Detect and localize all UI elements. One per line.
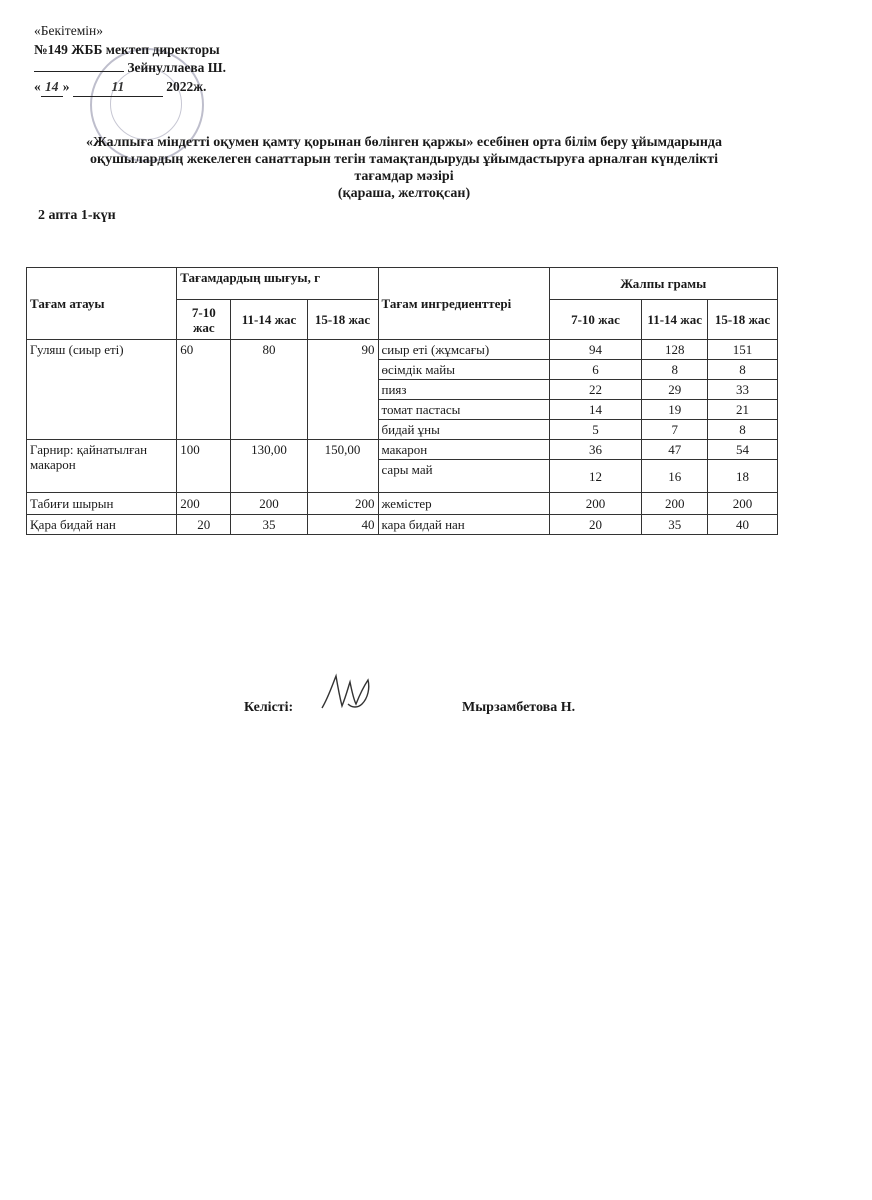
title-line-4: (қараша, желтоқсан): [337, 186, 471, 201]
dish-output-15-18: 150,00: [307, 440, 378, 493]
dish-output-15-18: 200: [307, 493, 378, 515]
date-open-quote: «: [34, 78, 41, 94]
header-total: Жалпы грамы: [549, 268, 777, 300]
table-row: [27, 440, 778, 460]
dish-output-15-18: 90: [307, 340, 378, 440]
dish-output-11-14: 80: [231, 340, 307, 440]
approval-director-line: [34, 59, 226, 78]
table-row: [27, 515, 778, 535]
week-day-label: 2 апта 1-күн: [38, 208, 116, 223]
ingredient-name: томат пастасы: [378, 400, 549, 420]
ingredient-total-11-14: 200: [642, 493, 708, 515]
dish-output-7-10: 20: [177, 515, 231, 535]
approval-footer-label: Келісті:: [244, 700, 294, 715]
dish-output-11-14: 35: [231, 515, 307, 535]
director-signature-line: [34, 59, 124, 72]
dish-output-11-14: 200: [231, 493, 307, 515]
header-output-age-15-18: 15-18 жас: [307, 300, 378, 340]
dish-name: Қара бидай нан: [27, 515, 177, 535]
ingredient-total-11-14: 7: [642, 420, 708, 440]
ingredient-total-11-14: 29: [642, 380, 708, 400]
date-day: 14: [41, 78, 63, 98]
dish-output-11-14: 130,00: [231, 440, 307, 493]
dish-output-7-10: 200: [177, 493, 231, 515]
dish-name: Табиғи шырын: [27, 493, 177, 515]
approval-footer-name: Мырзамбетова Н.: [462, 700, 576, 715]
header-output-age-11-14: 11-14 жас: [231, 300, 307, 340]
approval-date: [34, 78, 226, 98]
header-total-age-7-10: 7-10 жас: [549, 300, 642, 340]
ingredient-total-15-18: 200: [708, 493, 778, 515]
ingredient-name: сары май: [378, 460, 549, 493]
date-month: 11: [73, 78, 163, 98]
title-line-3: тағамдар мәзірі: [354, 169, 454, 184]
approval-block: [34, 22, 226, 97]
approval-director-name: Зейнуллаева Ш.: [127, 60, 226, 75]
ingredient-total-11-14: 19: [642, 400, 708, 420]
ingredient-name: пияз: [378, 380, 549, 400]
ingredient-total-11-14: 8: [642, 360, 708, 380]
approval-title: «Бекітемін»: [34, 23, 103, 38]
header-output-age-7-10: 7-10 жас: [177, 300, 231, 340]
ingredient-total-7-10: 20: [549, 515, 642, 535]
ingredient-total-7-10: 200: [549, 493, 642, 515]
title-line-1: «Жалпыға міндетті оқумен қамту қорынан бөлінген қаржы» есебінен орта білім беру ұйымдарында: [85, 135, 722, 150]
ingredient-total-7-10: 22: [549, 380, 642, 400]
header-ingredients: Тағам ингредиенттері: [378, 268, 549, 340]
dish-name: Гуляш (сиыр еті): [27, 340, 177, 440]
menu-table: [26, 267, 778, 535]
ingredient-total-15-18: 33: [708, 380, 778, 400]
ingredient-total-7-10: 14: [549, 400, 642, 420]
ingredient-total-7-10: 6: [549, 360, 642, 380]
ingredient-total-15-18: 40: [708, 515, 778, 535]
dish-name: Гарнир: қайнатылған макарон: [27, 440, 177, 493]
dish-output-7-10: 60: [177, 340, 231, 440]
ingredient-total-7-10: 36: [549, 440, 642, 460]
header-total-age-11-14: 11-14 жас: [642, 300, 708, 340]
date-year: 2022ж.: [166, 78, 207, 94]
ingredient-total-11-14: 35: [642, 515, 708, 535]
table-row: [27, 493, 778, 515]
title-line-2: оқушылардың жекелеген санаттарын тегін тамақтандыруды ұйымдастыруға арналған күнделікті: [90, 152, 718, 167]
ingredient-name: бидай ұны: [378, 420, 549, 440]
ingredient-total-11-14: 47: [642, 440, 708, 460]
ingredient-total-15-18: 18: [708, 460, 778, 493]
ingredient-name: макарон: [378, 440, 549, 460]
ingredient-name: кара бидай нан: [378, 515, 549, 535]
ingredient-total-15-18: 8: [708, 420, 778, 440]
dish-output-15-18: 40: [307, 515, 378, 535]
ingredient-total-11-14: 128: [642, 340, 708, 360]
ingredient-total-7-10: 5: [549, 420, 642, 440]
approval-position: №149 ЖББ мектеп директоры: [34, 41, 220, 57]
signature-image: [318, 668, 378, 718]
ingredient-total-15-18: 151: [708, 340, 778, 360]
ingredient-total-11-14: 16: [642, 460, 708, 493]
ingredient-name: өсімдік майы: [378, 360, 549, 380]
dish-output-7-10: 100: [177, 440, 231, 493]
ingredient-total-15-18: 8: [708, 360, 778, 380]
header-total-age-15-18: 15-18 жас: [708, 300, 778, 340]
ingredient-name: сиыр еті (жұмсағы): [378, 340, 549, 360]
date-close-quote: »: [62, 78, 70, 94]
ingredient-total-15-18: 54: [708, 440, 778, 460]
header-output: Тағамдардың шығуы, г: [177, 268, 378, 300]
ingredient-total-7-10: 12: [549, 460, 642, 493]
header-dish-name: Тағам атауы: [27, 268, 177, 340]
ingredient-total-7-10: 94: [549, 340, 642, 360]
table-row: [27, 340, 778, 360]
document-title: [24, 134, 784, 202]
ingredient-total-15-18: 21: [708, 400, 778, 420]
ingredient-name: жемістер: [378, 493, 549, 515]
